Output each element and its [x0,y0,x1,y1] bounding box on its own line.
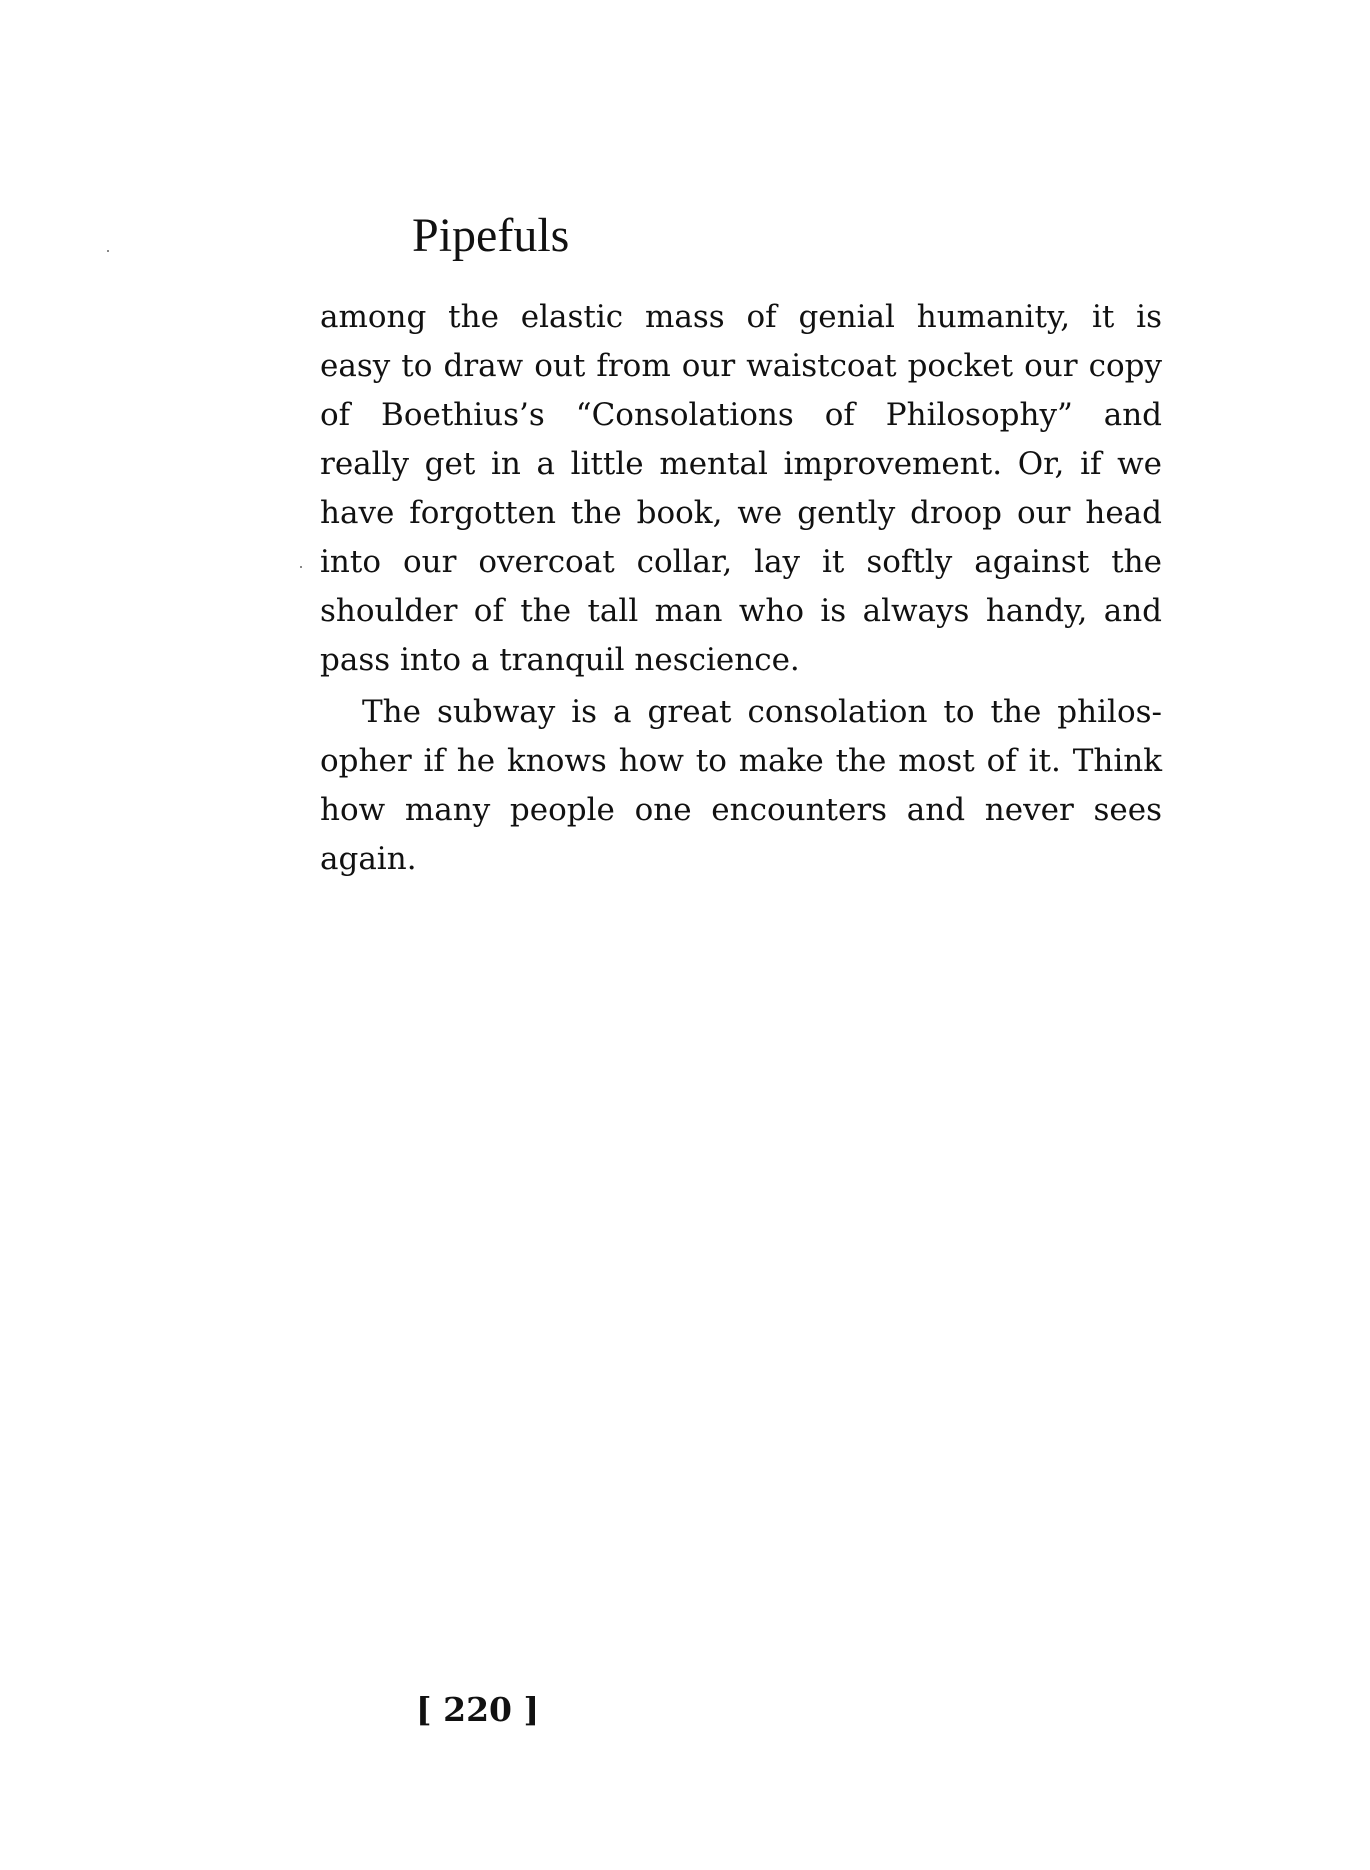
text-line: shoulder of the tall man who is always handy, and [320,593,1162,629]
text-line: of Boethius’s “Consolations of Philosophy” and [320,397,1162,433]
running-head: Pipefuls [412,209,570,262]
text-line: easy to draw out from our waistcoat pocket our copy [320,348,1162,384]
text-line: have forgotten the book, we gently droop our head [320,495,1162,531]
text-line: really get in a little mental improvement. Or, if we [320,446,1162,482]
text-line: how many people one encounters and never sees [320,792,1162,828]
paragraph-2 [320,688,1162,884]
text-line: again. [320,841,417,877]
body-text [320,293,1162,884]
scan-speck [107,250,109,252]
paragraph-1 [320,293,1162,685]
text-line: pass into a tranquil nescience. [320,642,800,678]
text-line: opher if he knows how to make the most of it. Think [320,743,1162,779]
text-line: among the elastic mass of genial humanity, it is [320,299,1162,335]
text-line: into our overcoat collar, lay it softly against the [320,544,1162,580]
page-number: [ 220 ] [416,1690,540,1729]
text-line: The subway is a great consolation to the philos- [362,694,1162,730]
scan-speck [300,566,302,568]
